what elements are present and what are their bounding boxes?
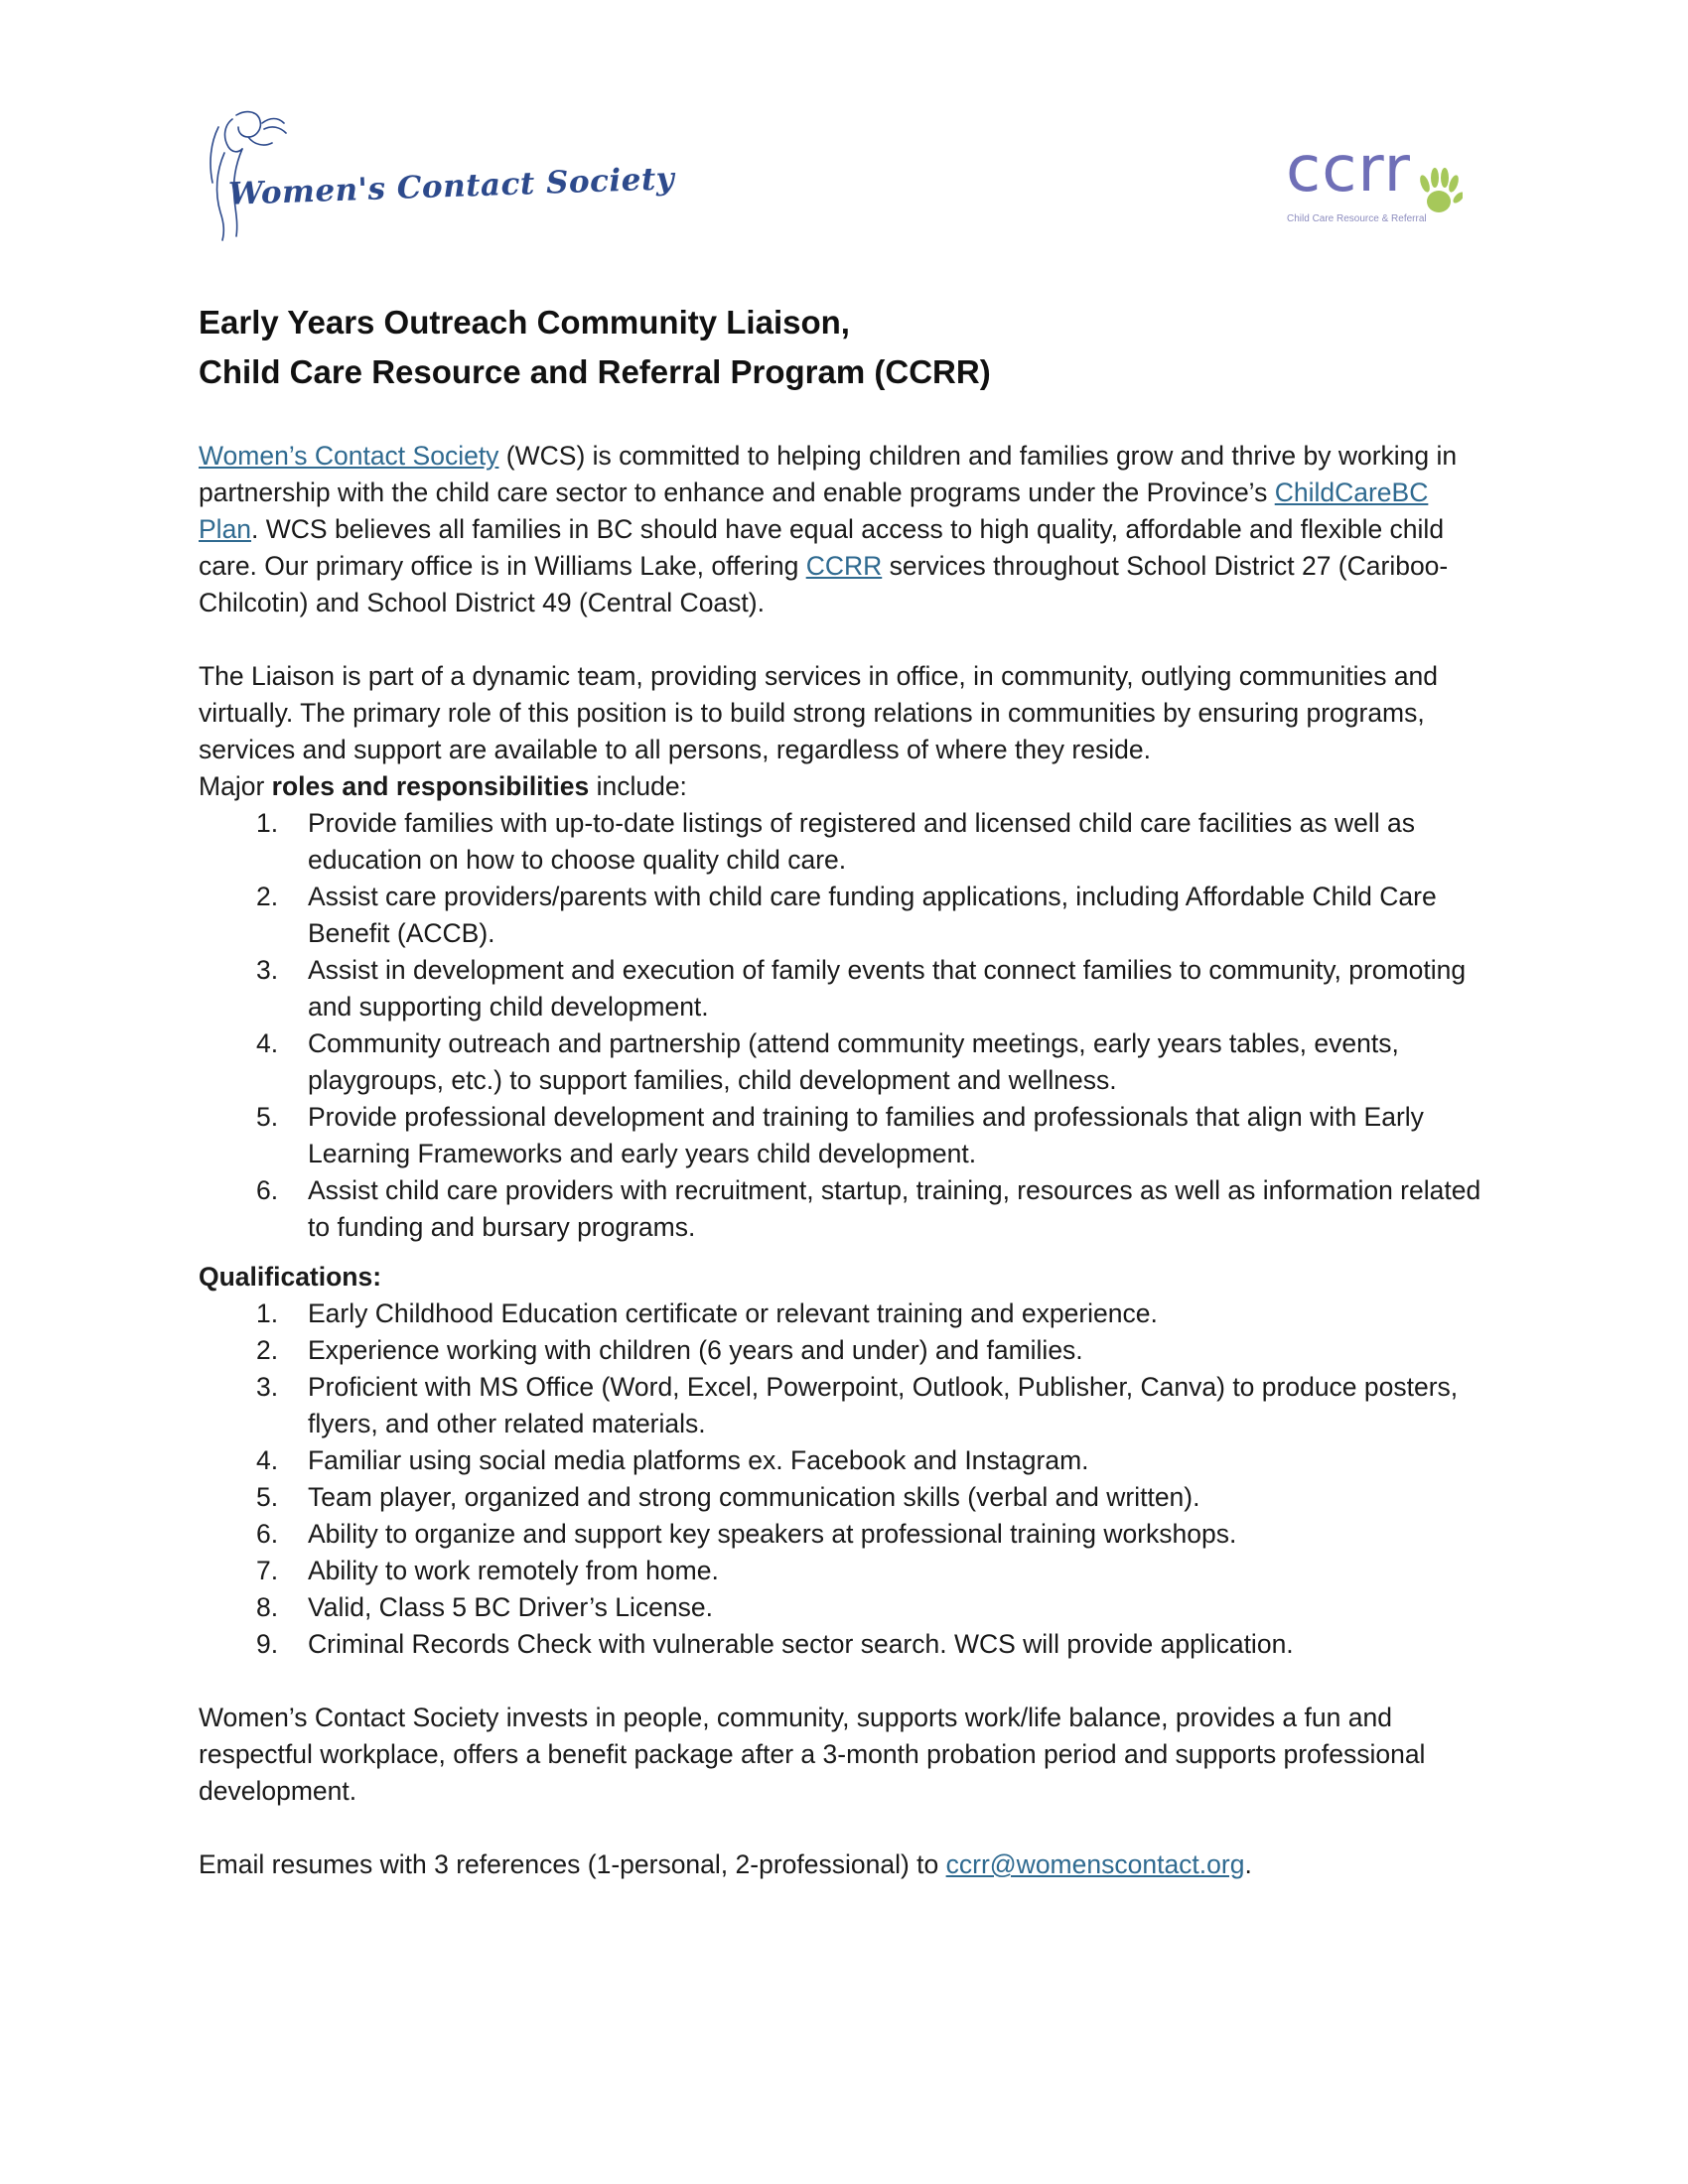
list-item [199, 1296, 1489, 1332]
list-item-text: Community outreach and partnership (attend community meetings, early years tables, events, playgroups, etc.) to support families, child development and wellness. [308, 1028, 1399, 1095]
list-item-text: Proficient with MS Office (Word, Excel, Powerpoint, Outlook, Publisher, Canva) to produce posters, flyers, and other related materials. [308, 1372, 1459, 1438]
list-item-number: 9. [256, 1629, 279, 1659]
list-item-number: 3. [256, 1372, 279, 1402]
list-item-text: Assist child care providers with recruitment, startup, training, resources as well as information related to funding and bursary programs. [308, 1175, 1481, 1242]
list-item-number: 4. [256, 1028, 279, 1058]
list-item-number: 2. [256, 882, 279, 911]
list-item [199, 805, 1489, 879]
email-paragraph [199, 1846, 1489, 1883]
responsibilities-list [199, 805, 1489, 1246]
list-item [199, 1479, 1489, 1516]
list-item [199, 1553, 1489, 1589]
ccrr-wordmark: ccrr [1286, 133, 1411, 206]
email-prefix: Email resumes with 3 references (1-personal, 2-professional) to [199, 1849, 946, 1879]
list-item-number: 7. [256, 1556, 279, 1585]
list-item-text: Experience working with children (6 years and under) and families. [308, 1335, 1083, 1365]
childcarebc-plan-link[interactable]: ChildCareBC Plan [199, 478, 1429, 544]
intro-text-1: (WCS) is committed to helping children and families grow and thrive by working in partnership with the child care sector to enhance and enable programs under the Province’s [199, 441, 1458, 507]
intro-text-3: services throughout School District 27 (Cariboo-Chilcotin) and School District 49 (Central Coast). [199, 551, 1449, 617]
email-link[interactable]: ccrr@womenscontact.org [945, 1849, 1245, 1879]
list-item-number: 5. [256, 1102, 279, 1132]
list-item [199, 1172, 1489, 1246]
liaison-paragraph: The Liaison is part of a dynamic team, providing services in office, in community, outlying communities and virtually. The primary role of this position is to build strong relations in communities by ensuring programs, services and support are available to all persons, regardless of where they reside. [199, 661, 1439, 764]
title-line-2: Child Care Resource and Referral Program (CCRR) [199, 353, 991, 390]
email-suffix: . [1244, 1849, 1252, 1879]
list-item [199, 1516, 1489, 1553]
qualifications-heading: Qualifications: [199, 1262, 382, 1292]
list-item-number: 5. [256, 1482, 279, 1512]
list-item-text: Criminal Records Check with vulnerable sector search. WCS will provide application. [308, 1629, 1294, 1659]
wcs-wordmark: Women's Contact Society [227, 161, 675, 212]
list-item [199, 1099, 1489, 1172]
list-item-number: 1. [256, 1298, 279, 1328]
list-item-text: Early Childhood Education certificate or relevant training and experience. [308, 1298, 1158, 1328]
list-item-number: 2. [256, 1335, 279, 1365]
handprint-icon [1415, 166, 1463, 217]
list-item-text: Valid, Class 5 BC Driver’s License. [308, 1592, 713, 1622]
wcs-logo [199, 107, 675, 242]
roles-bold: roles and responsibilities [271, 771, 590, 801]
list-item-text: Provide professional development and training to families and professionals that align with Early Learning Frameworks and early years child development. [308, 1102, 1424, 1168]
list-item [199, 1332, 1489, 1369]
qualifications-list [199, 1296, 1489, 1663]
ccrr-tagline: Child Care Resource & Referral [1287, 213, 1427, 224]
list-item-number: 4. [256, 1445, 279, 1475]
roles-prefix: Major [199, 771, 272, 801]
roles-suffix: include: [589, 771, 687, 801]
list-item-number: 6. [256, 1519, 279, 1549]
list-item-text: Familiar using social media platforms ex. Facebook and Instagram. [308, 1445, 1089, 1475]
list-item-text: Provide families with up-to-date listings of registered and licensed child care facilities as well as education on how to choose quality child care. [308, 808, 1415, 875]
list-item [199, 879, 1489, 952]
list-item [199, 1589, 1489, 1626]
closing-paragraph: Women’s Contact Society invests in people, community, supports work/life balance, provides a fun and respectful workplace, offers a benefit package after a 3-month probation period and supports professional development. [199, 1703, 1426, 1806]
list-item [199, 1369, 1489, 1442]
list-item-text: Assist care providers/parents with child care funding applications, including Affordable Child Care Benefit (ACCB). [308, 882, 1437, 948]
list-item-number: 6. [256, 1175, 279, 1205]
ccrr-logo [1286, 133, 1465, 233]
intro-text-2: . WCS believes all families in BC should have equal access to high quality, affordable and flexible child care. Our primary office is in Williams Lake, offering [199, 514, 1445, 581]
list-item-text: Ability to organize and support key speakers at professional training workshops. [308, 1519, 1237, 1549]
title-line-1: Early Years Outreach Community Liaison, [199, 304, 850, 341]
list-item-text: Ability to work remotely from home. [308, 1556, 719, 1585]
wcs-link[interactable]: Women’s Contact Society [199, 441, 499, 471]
list-item-number: 1. [256, 808, 279, 838]
intro-paragraph [199, 438, 1489, 621]
roles-intro [199, 768, 1489, 805]
list-item [199, 1626, 1489, 1663]
ccrr-link[interactable]: CCRR [805, 551, 883, 581]
list-item [199, 1442, 1489, 1479]
document-body [199, 298, 1489, 1883]
list-item-number: 8. [256, 1592, 279, 1622]
list-item [199, 1025, 1489, 1099]
list-item-text: Assist in development and execution of family events that connect families to community, promoting and supporting child development. [308, 955, 1467, 1022]
list-item-number: 3. [256, 955, 279, 985]
list-item-text: Team player, organized and strong communication skills (verbal and written). [308, 1482, 1200, 1512]
page-title [199, 298, 1489, 397]
list-item [199, 952, 1489, 1025]
